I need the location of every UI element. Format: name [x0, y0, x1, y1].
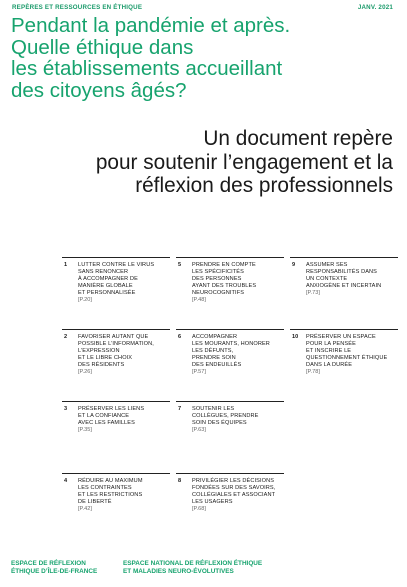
topic-page: [P.73] — [306, 290, 320, 297]
title-line: des citoyens âgés? — [11, 78, 187, 102]
topic-line: PRENDRE SOIN — [192, 355, 236, 362]
topic-text — [306, 262, 398, 290]
title-line: Quelle éthique dans — [11, 35, 194, 59]
topic-line: LES CONTRAINTES — [78, 485, 132, 492]
topic-number: 6 — [178, 334, 182, 340]
topic-line: NEUROCOGNITIFS — [192, 290, 245, 297]
title-line: Pendant la pandémie et après. — [11, 14, 291, 37]
topic-page: [P.42] — [78, 506, 92, 513]
topic-line: LES MOURANTS, HONORER — [192, 341, 270, 348]
topic-line: ET LES RESTRICTIONS — [78, 492, 143, 499]
topic-line: RÉDUIRE AU MAXIMUM — [78, 478, 143, 484]
topic-line: ANXIOGÈNE ET INCERTAIN — [306, 283, 382, 290]
topic-number: 10 — [292, 334, 299, 340]
topic-line: ET PERSONNALISÉE — [78, 290, 136, 297]
footer-line: ESPACE DE RÉFLEXION — [11, 560, 86, 567]
topic-text — [78, 406, 170, 427]
topic-item — [62, 329, 170, 377]
topic-text — [306, 334, 398, 369]
topic-text — [78, 262, 170, 297]
topic-line: DANS LA DURÉE — [306, 362, 353, 369]
topic-text — [78, 334, 170, 369]
topic-number: 8 — [178, 478, 182, 484]
topic-line: SOIN DES ÉQUIPES — [192, 420, 247, 427]
topic-text — [78, 478, 170, 506]
topic-line: PRENDRE EN COMPTE — [192, 262, 256, 268]
topic-line: DE LIBERTÉ — [78, 499, 112, 506]
topic-item — [176, 473, 284, 513]
subtitle-line: réflexion des professionnels — [135, 174, 393, 197]
topic-line: ET LA CONFIANCE — [78, 413, 130, 420]
topic-number: 1 — [64, 262, 68, 268]
topic-text — [192, 334, 284, 369]
header-bar — [12, 4, 393, 11]
topic-line: POUR LA PENSÉE — [306, 341, 356, 348]
topic-line: SANS RENONCER — [78, 269, 129, 276]
topic-page: [P.57] — [192, 369, 206, 376]
subtitle — [3, 127, 393, 198]
topic-line: LES SPÉCIFICITÉS — [192, 269, 244, 276]
topic-line: POSSIBLE L’INFORMATION, — [78, 341, 154, 348]
title-line: les établissements accueillant — [11, 57, 283, 80]
topic-line: FAVORISER AUTANT QUE — [78, 334, 149, 340]
topic-line: AYANT DES TROUBLES — [192, 283, 257, 290]
topic-item — [176, 257, 284, 305]
topic-page: [P.20] — [78, 297, 92, 304]
topics-grid — [62, 257, 398, 547]
topic-line: QUESTIONNEMENT ÉTHIQUE — [306, 355, 388, 362]
topic-text — [192, 478, 284, 506]
topic-line: DES PERSONNES — [192, 276, 242, 283]
series-label: REPÈRES ET RESSOURCES EN ÉTHIQUE — [12, 4, 143, 11]
topic-item — [176, 329, 284, 377]
topic-number: 5 — [178, 262, 182, 268]
topic-page: [P.78] — [306, 369, 320, 376]
topic-line: ASSUMER SES — [306, 262, 348, 268]
topic-line: MANIÈRE GLOBALE — [78, 283, 133, 290]
footer-left — [11, 560, 111, 576]
topic-number: 7 — [178, 406, 182, 412]
footer-line: ÉTHIQUE D’ÎLE-DE-FRANCE — [11, 568, 98, 575]
topic-item — [290, 257, 398, 297]
topic-line: PRIVILÉGIER LES DÉCISIONS — [192, 478, 275, 484]
topic-line: ET INSCRIRE LE — [306, 348, 352, 355]
subtitle-line: Un document repère — [203, 127, 393, 150]
topic-item — [62, 401, 170, 434]
topic-line: LUTTER CONTRE LE VIRUS — [78, 262, 155, 268]
subtitle-line: pour soutenir l’engagement et la — [95, 150, 393, 174]
footer-line: ESPACE NATIONAL DE RÉFLEXION ÉTHIQUE — [123, 560, 263, 567]
topic-line: RESPONSABILITÉS DANS — [306, 269, 378, 276]
topic-item — [176, 401, 284, 434]
topic-line: COLLÉGIALES ET ASSOCIANT — [192, 492, 276, 499]
date-label: JANV. 2021 — [357, 4, 393, 11]
topic-line: DES RÉSIDENTS — [78, 362, 125, 369]
topic-line: LES DÉFUNTS, — [192, 348, 234, 355]
main-title — [11, 15, 401, 101]
topic-line: COLLÈGUES, PRENDRE — [192, 413, 259, 420]
topic-page: [P.68] — [192, 506, 206, 513]
topic-line: LES USAGERS — [192, 499, 233, 506]
topic-page: [P.35] — [78, 427, 92, 434]
topic-line: L’EXPRESSION — [78, 348, 120, 355]
topic-number: 3 — [64, 406, 68, 412]
topic-line: SOUTENIR LES — [192, 406, 235, 412]
topic-line: AVEC LES FAMILLES — [78, 420, 135, 427]
topic-line: PRÉSERVER LES LIENS — [78, 406, 145, 412]
topic-number: 4 — [64, 478, 68, 484]
topic-text — [192, 406, 284, 427]
topic-page: [P.26] — [78, 369, 92, 376]
topic-page: [P.48] — [192, 297, 206, 304]
topic-item — [290, 329, 398, 377]
topic-number: 2 — [64, 334, 68, 340]
topic-line: À ACCOMPAGNER DE — [78, 276, 138, 283]
footer-line: ET MALADIES NEURO-ÉVOLUTIVES — [123, 568, 234, 575]
topic-line: ACCOMPAGNER — [192, 334, 238, 340]
footer-right — [123, 560, 393, 576]
topic-item — [62, 257, 170, 305]
topic-line: FONDÉES SUR DES SAVOIRS, — [192, 485, 276, 492]
topic-line: ET LE LIBRE CHOIX — [78, 355, 133, 362]
topic-item — [62, 473, 170, 513]
topic-line: DES ENDEUILLÉS — [192, 362, 242, 369]
topic-page: [P.63] — [192, 427, 206, 434]
topic-line: PRÉSERVER UN ESPACE — [306, 334, 376, 340]
topic-text — [192, 262, 284, 297]
topic-number: 9 — [292, 262, 296, 268]
topic-line: UN CONTEXTE — [306, 276, 348, 283]
